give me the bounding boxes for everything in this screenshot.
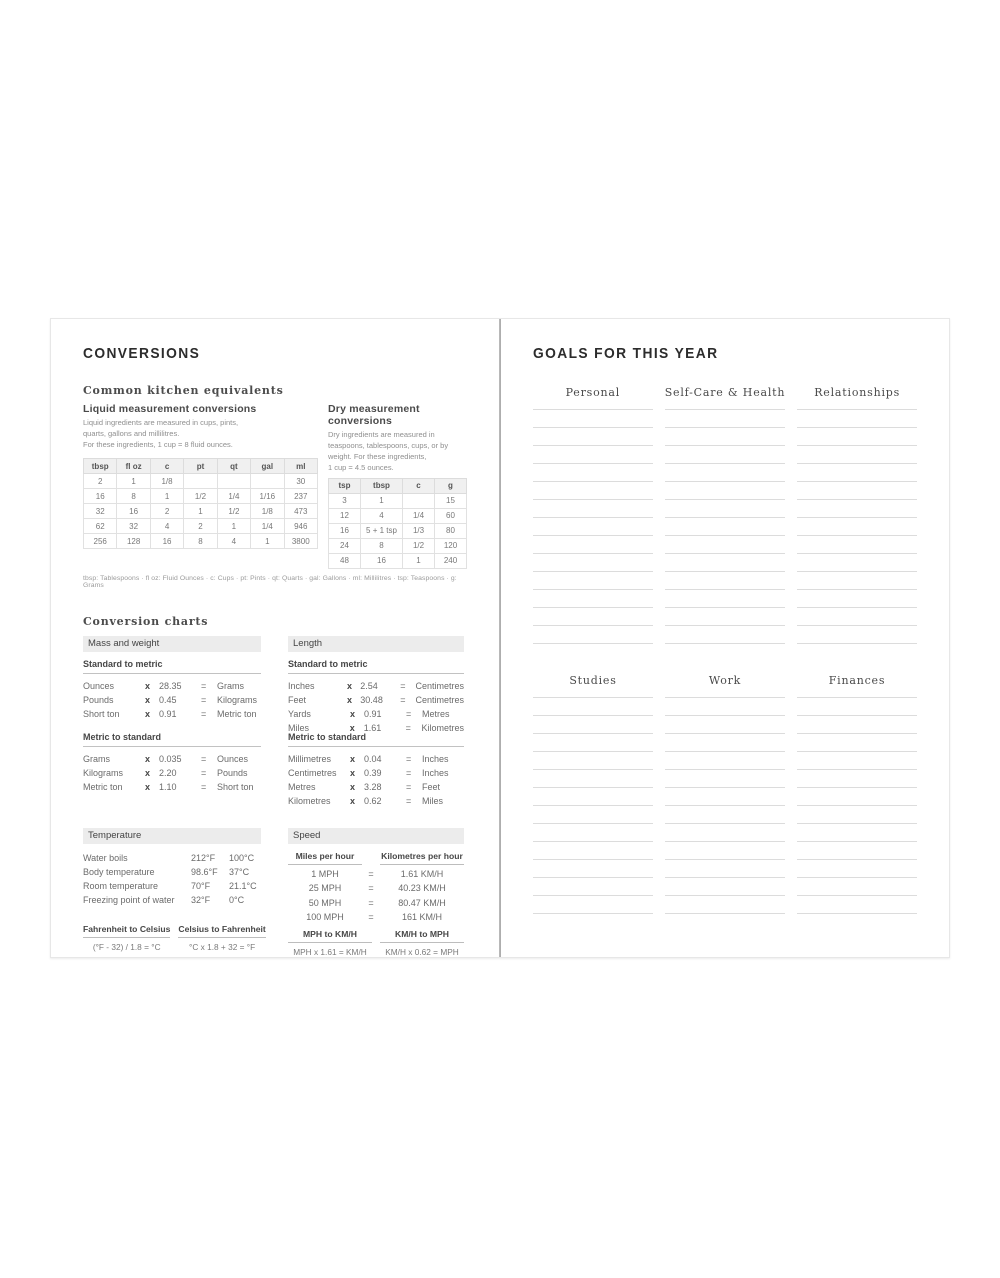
ruled-line (797, 590, 917, 608)
ruled-line (665, 788, 785, 806)
length-bar: Length (288, 636, 464, 652)
temperature-row: Room temperature 70°F 21.1°C (83, 880, 257, 891)
conversion-row: Metric ton x 1.10 = Short ton (83, 781, 254, 792)
table-row: 62 32 4 2 1 1/4 946 (84, 519, 318, 534)
dry-heading: Dry measurement conversions (328, 403, 420, 427)
ruled-line (533, 428, 653, 446)
ruled-line (533, 752, 653, 770)
liquid-heading: Liquid measurement conversions (83, 403, 257, 415)
speed-table: Miles per hour Kilometres per hour 1 MPH = 1.61 KM/H 25 MPH = 40.23 KM/H 50 MPH = 80.47 KM/H 100 MPH = 161 KM/H (288, 851, 464, 925)
ruled-line (665, 626, 786, 644)
ruled-line (797, 788, 917, 806)
ruled-line (533, 896, 653, 914)
ruled-line (665, 824, 785, 842)
length-speed-column (288, 636, 464, 957)
ruled-line (533, 689, 653, 698)
open-planner (50, 318, 950, 958)
ruled-line (797, 428, 917, 446)
ruled-line (533, 536, 653, 554)
ruled-line (797, 752, 917, 770)
celsius-to-fahrenheit: Celsius to Fahrenheit °C x 1.8 + 32 = °F (178, 923, 266, 952)
ruled-line (533, 482, 653, 500)
conversion-row: Inches x 2.54 = Centimetres (288, 680, 464, 691)
ruled-line (533, 860, 653, 878)
speed-row: 50 MPH = 80.47 KM/H (308, 897, 446, 908)
goals-section-bottom (533, 674, 917, 914)
mph-to-kmh: MPH to KM/H MPH x 1.61 = KM/H (288, 929, 372, 957)
ruled-line (797, 536, 917, 554)
ruled-line (797, 734, 917, 752)
ruled-line (665, 464, 786, 482)
ruled-line (797, 878, 917, 896)
ruled-line (533, 572, 653, 590)
ruled-line (533, 788, 653, 806)
conversion-row: Feet x 30.48 = Centimetres (288, 694, 464, 705)
conversion-row: Pounds x 0.45 = Kilograms (83, 694, 258, 705)
temperature-bar: Temperature (83, 828, 261, 844)
ruled-line (797, 806, 917, 824)
temperature-row: Water boils 212°F 100°C (83, 852, 255, 863)
dry-measurement-table (328, 478, 467, 569)
ruled-line (665, 896, 785, 914)
ruled-line (797, 464, 917, 482)
temperature-row: Freezing point of water 32°F 0°C (83, 894, 245, 905)
dry-conversions-block (328, 403, 467, 569)
table-row: 48 16 1 240 (329, 553, 467, 568)
temperature-row: Body temperature 98.6°F 37°C (83, 866, 250, 877)
ruled-line (533, 401, 653, 410)
goals-page (501, 319, 949, 957)
conversion-row: Kilograms x 2.20 = Pounds (83, 767, 248, 778)
ruled-line (665, 698, 785, 716)
ruled-line (533, 716, 653, 734)
ruled-lines (665, 401, 786, 644)
ruled-line (665, 860, 785, 878)
ruled-line (533, 590, 653, 608)
conversion-row: Miles x 1.61 = Kilometres (288, 722, 465, 733)
ruled-line (665, 446, 786, 464)
ruled-line (665, 536, 786, 554)
ruled-line (665, 689, 785, 698)
ruled-line (665, 518, 786, 536)
ruled-line (533, 626, 653, 644)
ruled-line (797, 500, 917, 518)
table-row: 32 16 2 1 1/2 1/8 473 (84, 504, 318, 519)
ruled-line (533, 608, 653, 626)
conversion-charts-heading: Conversion charts (83, 614, 209, 628)
ruled-line (665, 572, 786, 590)
conversion-row: Ounces x 28.35 = Grams (83, 680, 244, 691)
ruled-line (665, 500, 786, 518)
ruled-line (665, 770, 785, 788)
ruled-line (665, 401, 786, 410)
ruled-line (533, 518, 653, 536)
goal-column-personal: Personal (533, 386, 653, 644)
ruled-line (797, 572, 917, 590)
mass-temperature-column (83, 636, 266, 957)
dry-description: Dry ingredients are measured in teaspoons, tablespoons, cups, or by weight. For these ingredients, 1 cup = 4.5 ounces. (328, 430, 449, 472)
goal-column-studies: Studies (533, 674, 653, 914)
ruled-line (665, 806, 785, 824)
ruled-line (797, 824, 917, 842)
ruled-line (533, 824, 653, 842)
conversion-row: Metres x 3.28 = Feet (288, 781, 441, 792)
ruled-lines (665, 689, 785, 914)
ruled-line (665, 878, 785, 896)
ruled-line (797, 410, 917, 428)
ruled-line (665, 752, 785, 770)
ruled-line (797, 401, 917, 410)
mass-weight-bar: Mass and weight (83, 636, 261, 652)
ruled-line (665, 734, 785, 752)
goals-section-top (533, 386, 917, 644)
liquid-measurement-table (83, 458, 318, 549)
fahrenheit-to-celsius: Fahrenheit to Celsius (°F - 32) / 1.8 = °C (83, 923, 171, 952)
table-row: 3 1 15 (329, 493, 467, 508)
ruled-line (533, 554, 653, 572)
ruled-lines (797, 689, 917, 914)
table-row: 12 4 1/4 60 (329, 508, 467, 523)
speed-row: 1 MPH = 1.61 KM/H (311, 868, 444, 879)
ruled-line (797, 518, 917, 536)
table-header-row: tbsp fl oz c pt qt gal ml (84, 459, 318, 474)
conversion-row: Millimetres x 0.04 = Inches (288, 753, 449, 764)
table-header-row: tsp tbsp c g (329, 478, 467, 493)
speed-bar: Speed (288, 828, 464, 844)
conversion-row: Kilometres x 0.62 = Miles (288, 795, 444, 806)
ruled-line (533, 734, 653, 752)
abbreviation-footnote: tbsp: Tablespoons · fl oz: Fluid Ounces · c: Cups · pt: Pints · qt: Quarts · gal: Gallons · ml: Millilitres · tsp: Teaspoons · g: Grams (83, 574, 457, 589)
conversion-row: Short ton x 0.91 = Metric ton (83, 708, 257, 719)
ruled-line (665, 842, 785, 860)
table-row: 24 8 1/2 120 (329, 538, 467, 553)
ruled-line (797, 554, 917, 572)
ruled-line (797, 482, 917, 500)
kmh-to-mph: KM/H to MPH KM/H x 0.62 = MPH (380, 929, 464, 957)
conversion-row: Centimetres x 0.39 = Inches (288, 767, 449, 778)
liquid-conversions-block (83, 403, 318, 569)
ruled-lines (533, 401, 653, 644)
ruled-lines (797, 401, 917, 644)
kitchen-tables (83, 403, 467, 569)
speed-formulas (288, 929, 464, 957)
ruled-line (665, 482, 786, 500)
conversion-row: Grams x 0.035 = Ounces (83, 753, 249, 764)
ruled-line (665, 716, 785, 734)
goal-column-relationships: Relationships (797, 386, 917, 644)
ruled-line (533, 842, 653, 860)
conversion-row: Yards x 0.91 = Metres (288, 708, 450, 719)
ruled-line (797, 689, 917, 698)
ruled-lines (533, 689, 653, 914)
goals-title: GOALS FOR THIS YEAR (533, 345, 719, 362)
ruled-line (533, 500, 653, 518)
ruled-line (533, 806, 653, 824)
ruled-line (665, 590, 786, 608)
ruled-line (797, 608, 917, 626)
ruled-line (797, 896, 917, 914)
speed-block (288, 828, 464, 957)
conversions-title: CONVERSIONS (83, 345, 201, 362)
ruled-line (665, 410, 786, 428)
temperature-formulas (83, 923, 266, 952)
temperature-block (83, 828, 266, 952)
ruled-line (797, 446, 917, 464)
speed-row: 100 MPH = 161 KM/H (306, 912, 443, 923)
liquid-description: Liquid ingredients are measured in cups, pints, quarts, gallons and millilitres. For these ingredients, 1 cup = 8 fluid ounces. (83, 418, 239, 449)
ruled-line (665, 554, 786, 572)
ruled-line (533, 446, 653, 464)
table-row: 16 5 + 1 tsp 1/3 80 (329, 523, 467, 538)
ruled-line (533, 770, 653, 788)
ruled-line (797, 770, 917, 788)
table-row: 256 128 16 8 4 1 3800 (84, 534, 318, 549)
ruled-line (797, 842, 917, 860)
conversion-charts (83, 636, 467, 957)
ruled-line (665, 428, 786, 446)
table-row: 16 8 1 1/2 1/4 1/16 237 (84, 489, 318, 504)
ruled-line (533, 464, 653, 482)
length-standard-block: Length Standard to metric Inches x 2.54 = Centimetres Feet x 30.48 = Centimetres Yards x 0.91 = Metres Miles x 1.61 = Kilometres (288, 636, 464, 732)
goal-column-work: Work (665, 674, 785, 914)
ruled-line (665, 608, 786, 626)
ruled-line (533, 698, 653, 716)
table-row: 2 1 1/8 30 (84, 474, 318, 489)
ruled-line (533, 410, 653, 428)
ruled-line (797, 626, 917, 644)
ruled-line (533, 878, 653, 896)
speed-row: 25 MPH = 40.23 KM/H (308, 883, 446, 894)
mass-weight-metric-block: Metric to standard Grams x 0.035 = Ounces Kilograms x 2.20 = Pounds Metric ton x 1.10 = Short ton (83, 732, 261, 828)
length-metric-block: Metric to standard Millimetres x 0.04 = Inches Centimetres x 0.39 = Inches Metres x 3.28 = Feet Kilometres x 0.62 = Miles (288, 732, 464, 828)
conversions-page (51, 319, 499, 957)
mass-weight-standard-block: Mass and weight Standard to metric Ounces x 28.35 = Grams Pounds x 0.45 = Kilograms Short ton x 0.91 = Metric ton (83, 636, 261, 732)
kitchen-equivalents-heading: Common kitchen equivalents (83, 384, 284, 397)
goal-column-selfcare-health: Self-Care & Health (665, 386, 786, 644)
goal-column-finances: Finances (797, 674, 917, 914)
ruled-line (797, 860, 917, 878)
ruled-line (797, 698, 917, 716)
ruled-line (797, 716, 917, 734)
